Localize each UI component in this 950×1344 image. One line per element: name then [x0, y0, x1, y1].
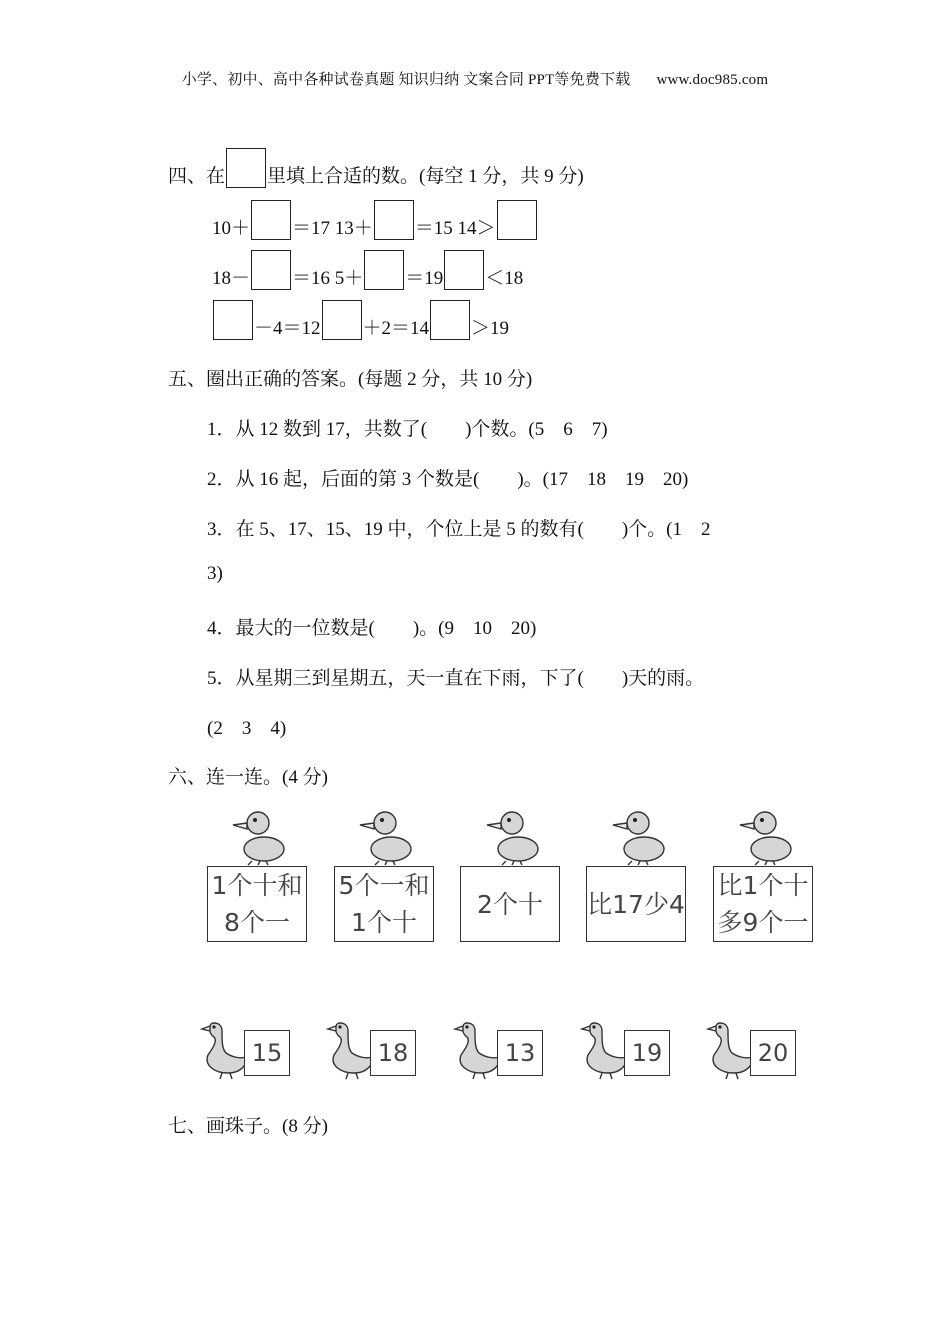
card-line: 5个一和 — [338, 871, 430, 900]
row3-part1: －4＝12 — [254, 318, 321, 339]
answer-box[interactable] — [213, 300, 253, 340]
row2-part3: ＝19 — [405, 268, 444, 289]
answer-box[interactable] — [444, 250, 484, 290]
row3-part3: ＞19 — [471, 318, 510, 339]
section4-title-post: 里填上合适的数。(每空 1 分，共 9 分) — [267, 166, 584, 187]
match-card[interactable] — [207, 866, 307, 942]
section4-row1 — [212, 200, 538, 240]
section5-title: 五、圈出正确的答案。(每题 2 分，共 10 分) — [168, 369, 533, 390]
number-box[interactable]: 20 — [750, 1030, 796, 1076]
number-box[interactable]: 19 — [624, 1030, 670, 1076]
answer-box[interactable] — [251, 200, 291, 240]
match-card[interactable] — [713, 866, 813, 942]
question-3: 3．在 5、17、15、19 中，个位上是 5 的数有( )个。(1 2 — [207, 519, 711, 540]
match-card[interactable] — [334, 866, 434, 942]
question-3-continued: 3) — [207, 563, 223, 584]
row2-part1: 18－ — [212, 268, 251, 289]
question-2: 2．从 16 起，后面的第 3 个数是( )。(17 18 19 20) — [207, 469, 689, 490]
answer-box[interactable] — [497, 200, 537, 240]
answer-box[interactable] — [322, 300, 362, 340]
card-line: 多9个一 — [717, 908, 809, 937]
header-url: www.doc985.com — [656, 72, 769, 88]
section4-row2 — [212, 250, 523, 290]
page-header — [0, 68, 950, 89]
chick-icon — [355, 805, 417, 867]
chick-icon — [608, 805, 670, 867]
chick-icon — [228, 805, 290, 867]
section7-title: 七、画珠子。(8 分) — [168, 1116, 328, 1137]
card-line: 比1个十 — [717, 871, 809, 900]
row2-part2: ＝16 5＋ — [292, 268, 364, 289]
row1-part3: ＝15 14＞ — [414, 218, 496, 239]
question-5-continued: (2 3 4) — [207, 718, 287, 739]
question-4: 4．最大的一位数是( )。(9 10 20) — [207, 618, 537, 639]
number-box[interactable]: 13 — [497, 1030, 543, 1076]
card-line: 2个十 — [477, 889, 543, 919]
match-card[interactable] — [460, 866, 560, 942]
number-box[interactable]: 18 — [370, 1030, 416, 1076]
answer-box[interactable] — [430, 300, 470, 340]
card-line: 8个一 — [224, 908, 290, 937]
card-line: 1个十 — [351, 908, 417, 937]
section6-title: 六、连一连。(4 分) — [168, 767, 328, 788]
answer-box[interactable] — [251, 250, 291, 290]
chick-icon — [735, 805, 797, 867]
match-card[interactable] — [586, 866, 686, 942]
question-1: 1．从 12 数到 17，共数了( )个数。(5 6 7) — [207, 419, 608, 440]
row1-part2: ＝17 13＋ — [292, 218, 373, 239]
row2-part4: ＜18 — [485, 268, 524, 289]
number-box[interactable]: 15 — [244, 1030, 290, 1076]
row3-part2: ＋2＝14 — [362, 318, 430, 339]
section4-title — [168, 148, 584, 188]
card-line: 比17少4 — [587, 889, 685, 919]
chick-icon — [482, 805, 544, 867]
answer-box[interactable] — [364, 250, 404, 290]
question-5: 5．从星期三到星期五，天一直在下雨，下了( )天的雨。 — [207, 668, 705, 689]
row1-part1: 10＋ — [212, 218, 251, 239]
answer-box[interactable] — [226, 148, 266, 188]
answer-box[interactable] — [374, 200, 414, 240]
header-left-text: 小学、初中、高中各种试卷真题 知识归纳 文案合同 PPT等免费下载 — [181, 72, 631, 88]
card-line: 1个十和 — [211, 871, 303, 900]
section4-row3 — [212, 300, 509, 340]
section4-title-pre: 四、在 — [168, 166, 226, 187]
